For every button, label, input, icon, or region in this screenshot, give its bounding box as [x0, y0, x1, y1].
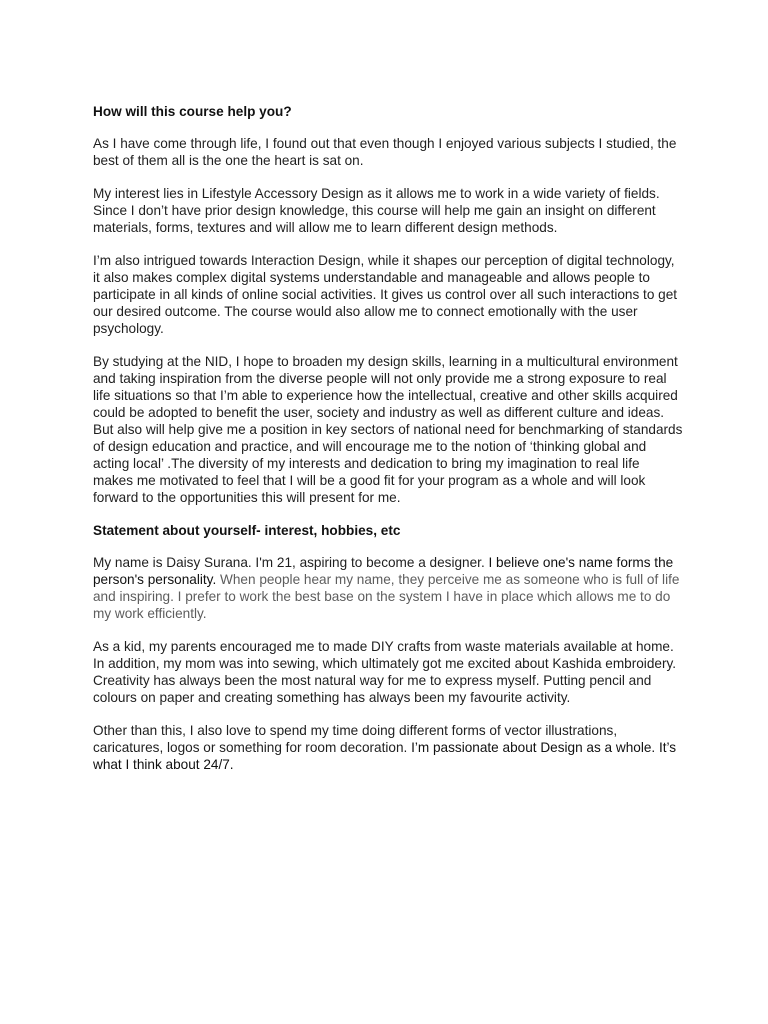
paragraph-introduction: [93, 554, 683, 622]
paragraph-hobbies: [93, 722, 683, 773]
intro-text-part-1: My name is Daisy Surana. I'm 21, aspiring to become a designer.: [93, 555, 489, 570]
paragraph-childhood-crafts: As a kid, my parents encouraged me to made DIY crafts from waste materials available at home. In addition, my mom was into sewing, which ultimately got me excited about Kashida embroidery. Creativity has always been the most natural way for me to express myself. Putting pencil and colours on paper and creating something has always been my favourite activity.: [93, 639, 677, 705]
closing-text-part-1: Other than this, I also love to spend my time doing different forms of vector illustrations, caricatures, logos or something for room decoration.: [93, 723, 618, 755]
intro-text-part-3: When people hear my name, they perceive me as someone who is full of life and inspiring. I prefer to work the best base on the system I have in place which allows me to do my work efficiently.: [93, 572, 680, 621]
closing-text-part-2: I’m passionate about Design as a whole. It’s what I think about 24/7.: [93, 740, 677, 772]
section-heading-course-help: How will this course help you?: [93, 104, 292, 119]
paragraph-studying-nid: By studying at the NID, I hope to broaden my design skills, learning in a multicultural environment and taking inspiration from the diverse people will not only provide me a strong exposure to real life situations so that I’m able to experience how the intellectual, creative and other skills acquired could be adopted to benefit the user, society and industry as well as different culture and ideas. But also will help give me a position in key sectors of national need for benchmarking of standards of design education and practice, and will encourage me to the notion of ‘thinking global and acting local’ .The diversity of my interests and dedication to bring my imagination to real life makes me motivated to feel that I will be a good fit for your program as a whole and will look forward to the opportunities this will present for me.: [93, 354, 683, 505]
section-heading-about-yourself: Statement about yourself- interest, hobbies, etc: [93, 523, 401, 538]
document-page: [93, 103, 683, 789]
paragraph-interaction-design: I’m also intrigued towards Interaction Design, while it shapes our perception of digital technology, it also makes complex digital systems understandable and manageable and allows people to participate in all kinds of online social activities. It gives us control over all such interactions to get our desired outcome. The course would also allow me to connect emotionally with the user psychology.: [93, 253, 678, 336]
paragraph-life-subjects: As I have come through life, I found out that even though I enjoyed various subjects I studied, the best of them all is the one the heart is sat on.: [93, 136, 677, 168]
intro-text-part-2: I believe one's name forms the person's personality.: [93, 555, 674, 587]
paragraph-lifestyle-accessory: My interest lies in Lifestyle Accessory Design as it allows me to work in a wide variety of fields. Since I don’t have prior design knowledge, this course will help me gain an insight on different materials, forms, textures and will allow me to learn different design methods.: [93, 186, 660, 235]
